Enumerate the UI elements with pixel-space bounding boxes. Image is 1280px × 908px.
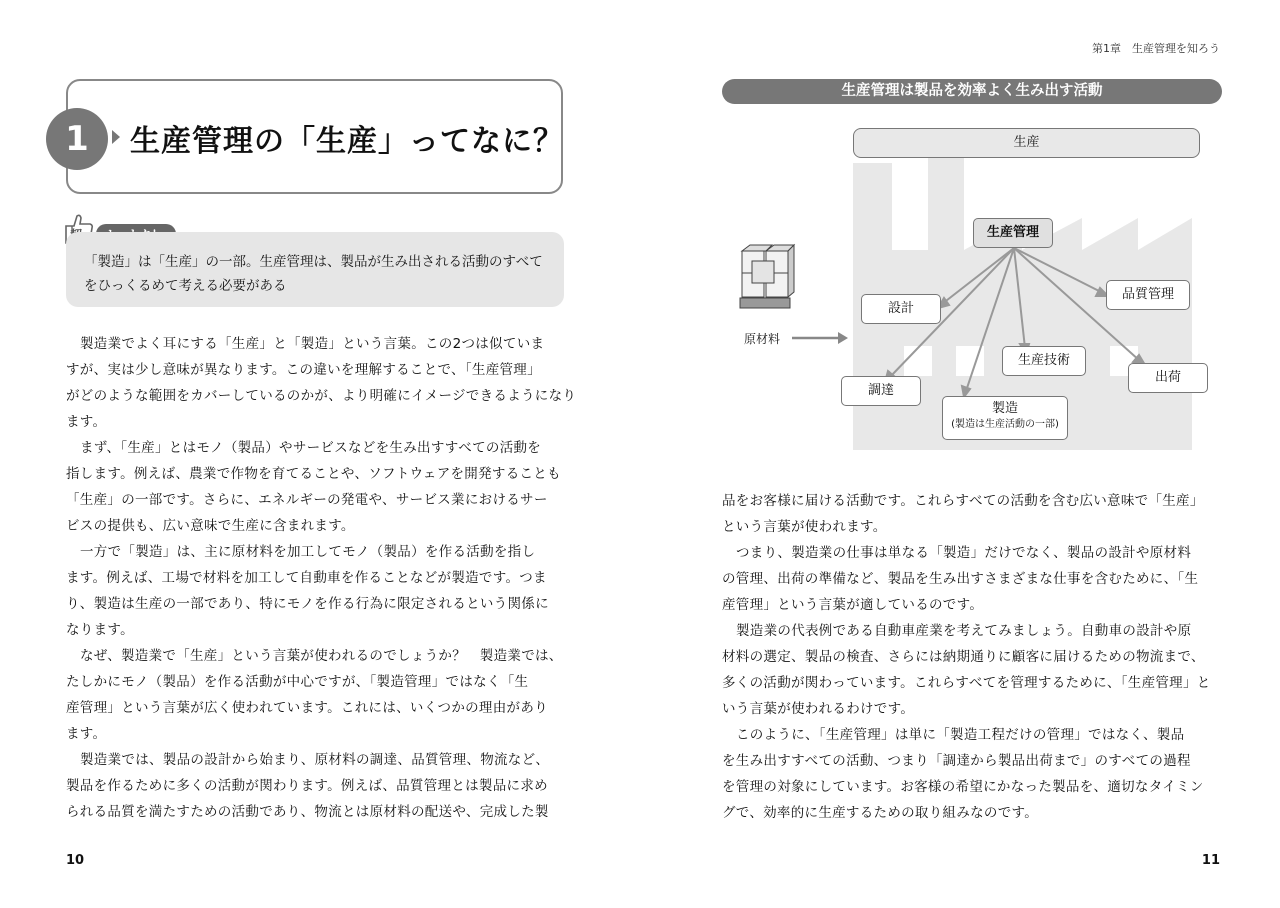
right-body-line: グで、効率的に生産するための取り組みなのです。 xyxy=(722,805,1039,821)
node-procurement: 調達 xyxy=(841,376,921,406)
left-body-line: 指します。例えば、農業で作物を育てることや、ソフトウェアを開発することも xyxy=(66,466,561,482)
left-body-line: がどのような範囲をカバーしているのかが、より明確にイメージできるようになり xyxy=(66,388,577,404)
node-quality: 品質管理 xyxy=(1106,280,1190,310)
node-production-tech: 生産技術 xyxy=(1002,346,1086,376)
left-body-line: なぜ、製造業で「生産」という言葉が使われるのでしょうか？ 製造業では、 xyxy=(80,648,563,664)
right-body-line: いう言葉が使われるわけです。 xyxy=(722,701,915,717)
left-body-line: なります。 xyxy=(66,622,134,638)
left-body-line: り、製造は生産の一部であり、特にモノを作る行為に限定されるという関係に xyxy=(66,596,549,612)
right-body-line: 多くの活動が関わっています。これらすべてを管理するために、「生産管理」と xyxy=(722,675,1211,691)
section-number: 1 xyxy=(46,108,108,170)
right-body-line: 材料の選定、製品の検査、さらには納期通りに顧客に届けるための物流まで、 xyxy=(722,649,1205,665)
node-production-management: 生産管理 xyxy=(973,218,1053,248)
left-body-line: 製造業では、製品の設計から始まり、原材料の調達、品質管理、物流など、 xyxy=(80,752,550,768)
page-number-left: 10 xyxy=(66,853,85,868)
right-body-line: を生み出すすべての活動、つまり「調達から製品出荷まで」のすべての過程 xyxy=(722,753,1191,769)
right-body-line: の管理、出荷の準備など、製品を生み出すさまざまな仕事を含むために、「生 xyxy=(722,571,1199,587)
left-body-line: ます。 xyxy=(66,414,107,430)
left-body-line: 産管理」という言葉が広く使われています。これには、いくつかの理由があり xyxy=(66,700,548,716)
knowhow-box xyxy=(66,232,564,307)
node-shipping: 出荷 xyxy=(1128,363,1208,393)
left-body-line: たしかにモノ（製品）を作る活動が中心ですが、「製造管理」ではなく「生 xyxy=(66,674,529,690)
left-body-line: まず、「生産」とはモノ（製品）やサービスなどを生み出すすべての活動を xyxy=(80,440,542,456)
section-title: 生産管理の「生産」ってなに？ xyxy=(130,124,564,159)
node-design: 設計 xyxy=(861,294,941,324)
raw-material-label: 原材料 xyxy=(744,332,781,346)
title-arrow-icon xyxy=(112,130,120,144)
right-body-line: という言葉が使われます。 xyxy=(722,519,887,535)
node-manufacturing-note: (製造は生産活動の一部) xyxy=(951,419,1059,430)
left-body-text xyxy=(66,331,577,825)
node-manufacturing xyxy=(942,396,1068,440)
left-body-line: すが、実は少し意味が異なります。この違いを理解することで、「生産管理」 xyxy=(66,362,541,378)
production-diagram xyxy=(720,118,1240,468)
left-body-line: 製品を作るために多くの活動が関わります。例えば、品質管理とは製品に求め xyxy=(66,778,548,794)
right-body-line: このように、「生産管理」は単に「製造工程だけの管理」ではなく、製品 xyxy=(736,727,1185,743)
knowhow-line: をひっくるめて考える必要がある xyxy=(84,278,287,294)
left-body-line: 製造業でよく耳にする「生産」と「製造」という言葉。この2つは似ていま xyxy=(80,336,545,352)
diagram-banner: 生産管理は製品を効率よく生み出す活動 xyxy=(722,79,1222,104)
left-body-line: ビスの提供も、広い意味で生産に含まれます。 xyxy=(66,518,355,534)
left-body-line: ます。 xyxy=(66,726,107,742)
right-body-line: を管理の対象にしています。お客様の希望にかなった製品を、適切なタイミン xyxy=(722,779,1204,795)
left-body-line: 一方で「製造」は、主に原材料を加工してモノ（製品）を作る活動を指し xyxy=(80,544,536,560)
knowhow-line: 「製造」は「生産」の一部。生産管理は、製品が生み出される活動のすべて xyxy=(84,254,543,270)
node-production: 生産 xyxy=(853,128,1200,158)
running-head: 第1章 生産管理を知ろう xyxy=(1092,42,1220,55)
node-manufacturing-label: 製造 xyxy=(991,401,1018,416)
left-body-line: られる品質を満たすための活動であり、物流とは原材料の配送や、完成した製 xyxy=(66,804,549,820)
right-body-line: 品をお客様に届ける活動です。これらすべての活動を含む広い意味で「生産」 xyxy=(722,493,1204,509)
boxes-icon xyxy=(740,245,794,308)
page-number-right: 11 xyxy=(1201,853,1220,868)
right-body-text xyxy=(722,488,1232,826)
left-body-line: 「生産」の一部です。さらに、エネルギーの発電や、サービス業におけるサー xyxy=(66,492,548,508)
right-body-line: つまり、製造業の仕事は単なる「製造」だけでなく、製品の設計や原材料 xyxy=(736,545,1192,561)
left-body-line: ます。例えば、工場で材料を加工して自動車を作ることなどが製造です。つま xyxy=(66,570,547,586)
right-body-line: 製造業の代表例である自動車産業を考えてみましょう。自動車の設計や原 xyxy=(736,623,1192,639)
right-body-line: 産管理」という言葉が適しているのです。 xyxy=(722,597,984,613)
